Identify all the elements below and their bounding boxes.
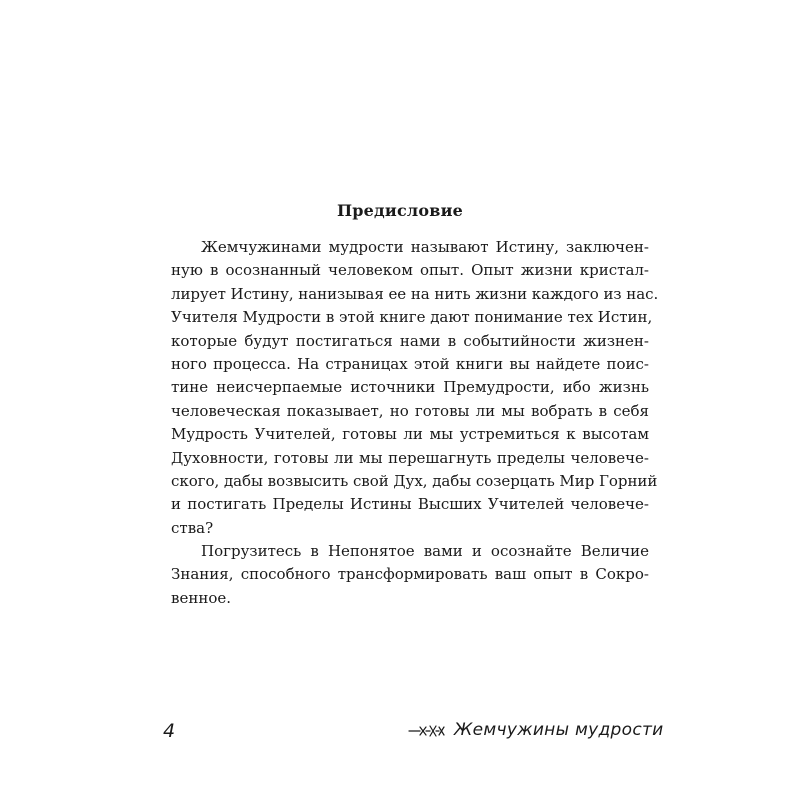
page-number: 4 [163, 720, 176, 742]
ornament-icon [408, 721, 446, 741]
text-line: Мудрость Учителей, готовы ли мы устремиться к высотам [171, 425, 649, 444]
text-line: ства? [171, 518, 214, 537]
text-line: и постигать Пределы Истины Высших Учителей человече- [171, 495, 649, 514]
page-heading: Предисловие [336, 201, 464, 220]
text-line: венное. [171, 588, 231, 607]
text-line: лирует Истину, нанизывая ее на нить жизни каждого из нас. [171, 284, 659, 303]
text-line: ного процесса. На страницах этой книги вы найдете поис- [171, 354, 649, 373]
paragraph-1 [171, 236, 659, 540]
text-line: ского, дабы возвысить свой Дух, дабы созерцать Мир Горний [171, 471, 658, 490]
text-line: которые будут постигаться нами в событийности жизнен- [171, 331, 649, 350]
running-title: Жемчужины мудрости [454, 720, 664, 740]
text-line: Учителя Мудрости в этой книге дают понимание тех Истин, [171, 308, 653, 327]
text-line: Духовности, готовы ли мы перешагнуть пределы человече- [171, 448, 649, 467]
preface-text [171, 236, 659, 610]
text-line: ную в осознанный человеком опыт. Опыт жизни кристал- [171, 261, 649, 280]
text-line: Жемчужинами мудрости называют Истину, заключен- [201, 238, 649, 256]
text-line: тине неисчерпаемые источники Премудрости, ибо жизнь [171, 378, 649, 397]
text-line: человеческая показывает, но готовы ли мы вобрать в себя [171, 401, 649, 420]
text-line: Погрузитесь в Непонятое вами и осознайте Величие [201, 542, 649, 561]
paragraph-2 [171, 540, 649, 610]
text-line: Знания, способного трансформировать ваш опыт в Сокро- [171, 565, 649, 584]
